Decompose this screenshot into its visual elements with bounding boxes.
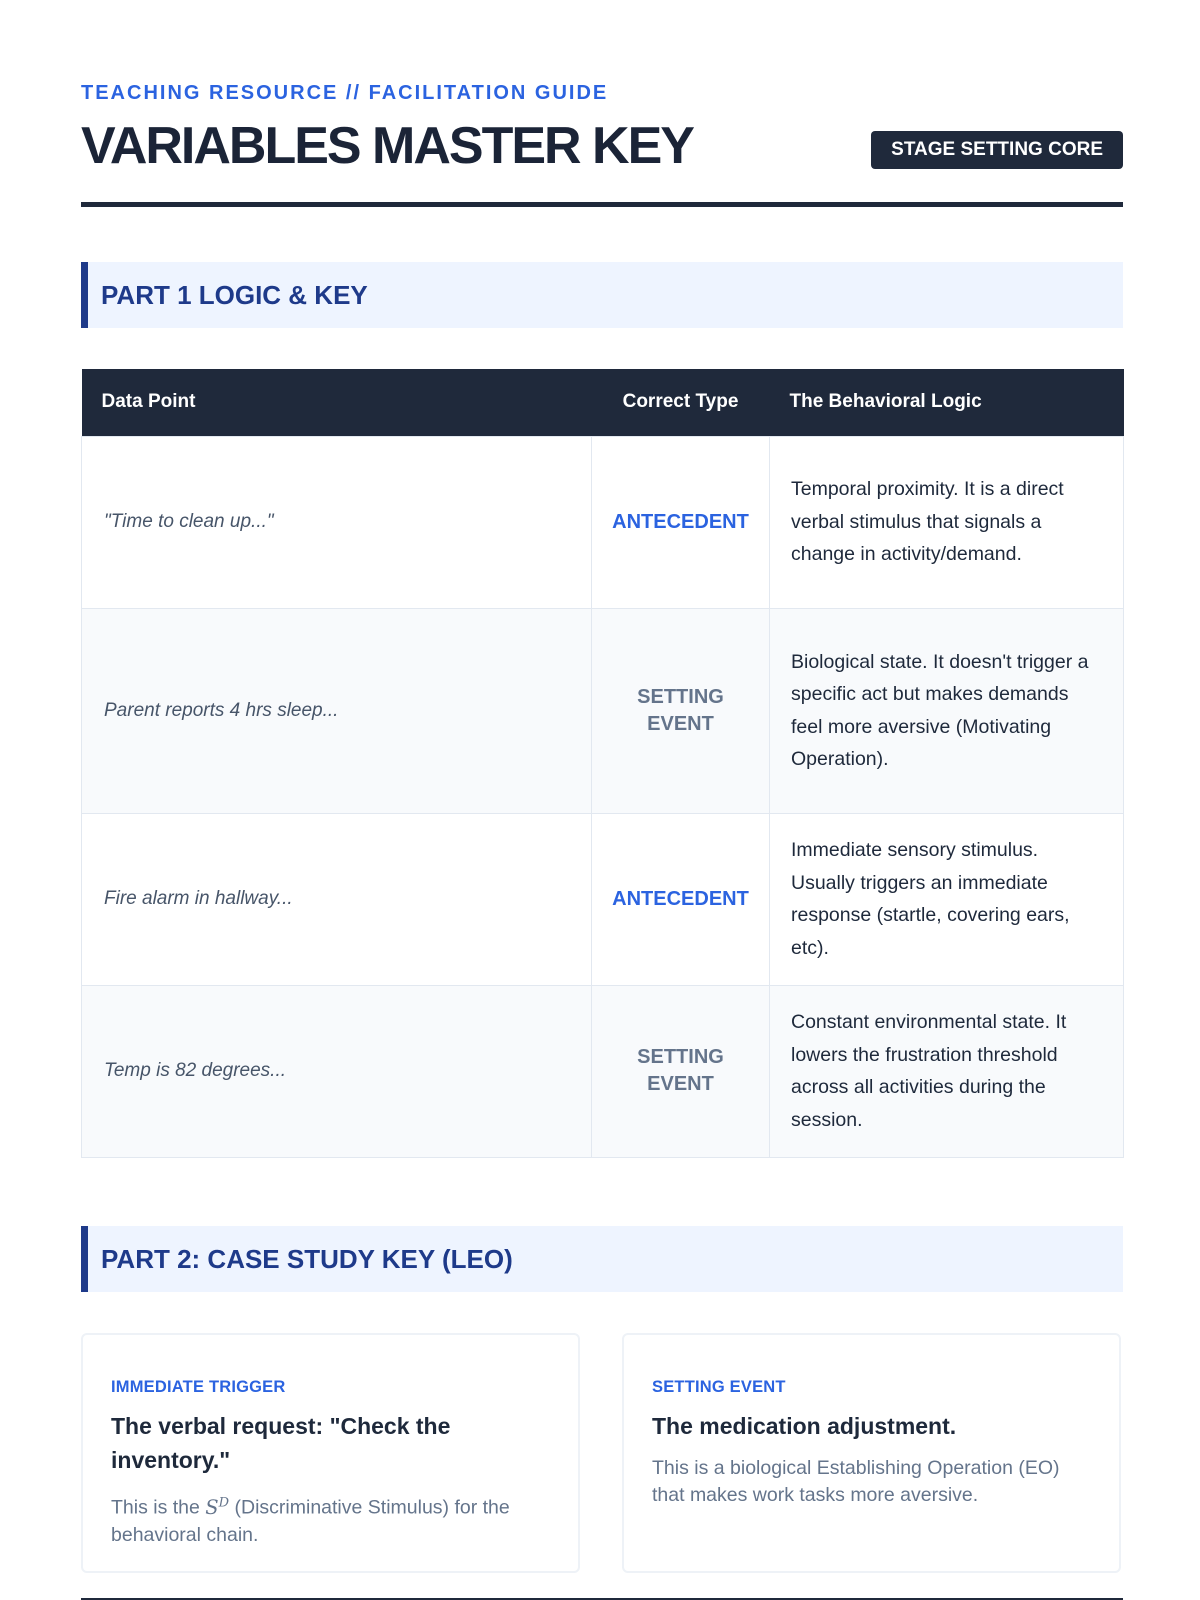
- card-description: [111, 1489, 550, 1549]
- type-label: ANTECEDENT: [612, 887, 749, 910]
- eyebrow-label: TEACHING RESOURCE // FACILITATION GUIDE: [81, 82, 609, 104]
- type-cell: [592, 436, 770, 608]
- logic-cell: Immediate sensory stimulus. Usually triggers an immediate response (startle, covering ears, etc).: [770, 813, 1124, 985]
- type-label-line2: EVENT: [647, 1073, 714, 1095]
- logic-cell: Constant environmental state. It lowers the frustration threshold across all activities during the session.: [770, 985, 1124, 1157]
- type-cell: [592, 608, 770, 813]
- table-row: [82, 985, 1124, 1157]
- table-row: [82, 608, 1124, 813]
- table-row: [82, 436, 1124, 608]
- section-header-part1: [81, 262, 1123, 328]
- data-point-cell: Fire alarm in hallway...: [82, 813, 592, 985]
- variables-key-table: [81, 369, 1124, 1158]
- card-label: IMMEDIATE TRIGGER: [111, 1378, 286, 1396]
- type-cell: [592, 985, 770, 1157]
- section-title-part2: PART 2: CASE STUDY KEY (LEO): [101, 1244, 513, 1274]
- card-description: This is a biological Establishing Operation (EO) that makes work tasks more aversive.: [652, 1457, 1060, 1506]
- type-label-line1: SETTING: [637, 1046, 724, 1068]
- data-point-cell: "Time to clean up...": [82, 436, 592, 608]
- column-header-correct-type: Correct Type: [592, 369, 770, 436]
- logic-cell: Temporal proximity. It is a direct verbal stimulus that signals a change in activity/demand.: [770, 436, 1124, 608]
- data-point-cell: Parent reports 4 hrs sleep...: [82, 608, 592, 813]
- column-header-behavioral-logic: The Behavioral Logic: [770, 369, 1124, 436]
- type-label-line1: SETTING: [637, 685, 724, 708]
- card-description-end: (Discriminative Stimulus) for the behavioral chain.: [111, 1496, 510, 1546]
- type-label-line2: EVENT: [647, 712, 714, 735]
- page-title: VARIABLES MASTER KEY: [81, 117, 693, 175]
- card-label: SETTING EVENT: [652, 1378, 786, 1396]
- card-headline: The medication adjustment.: [652, 1413, 957, 1439]
- type-label: ANTECEDENT: [612, 510, 749, 533]
- card-headline: The verbal request: "Check the inventory.": [111, 1413, 451, 1473]
- logic-cell: Biological state. It doesn't trigger a specific act but makes demands feel more aversive (Motivating Operation).: [770, 608, 1124, 813]
- header-divider: [81, 202, 1123, 207]
- type-cell: [592, 813, 770, 985]
- case-card-immediate-trigger: [81, 1333, 580, 1573]
- table-row: [82, 813, 1124, 985]
- stage-badge: STAGE SETTING CORE: [871, 131, 1123, 169]
- section-header-part2: [81, 1226, 1123, 1292]
- case-card-setting-event: [622, 1333, 1121, 1573]
- symbol-base: S: [205, 1495, 219, 1519]
- card-description-start: This is the: [111, 1496, 200, 1519]
- symbol-superscript: D: [218, 1495, 230, 1510]
- table-header-row: [82, 369, 1124, 436]
- data-point-cell: Temp is 82 degrees...: [82, 985, 592, 1157]
- section-title-part1: PART 1 LOGIC & KEY: [101, 280, 368, 310]
- discriminative-stimulus-symbol: [205, 1496, 229, 1519]
- column-header-data-point: Data Point: [82, 369, 592, 436]
